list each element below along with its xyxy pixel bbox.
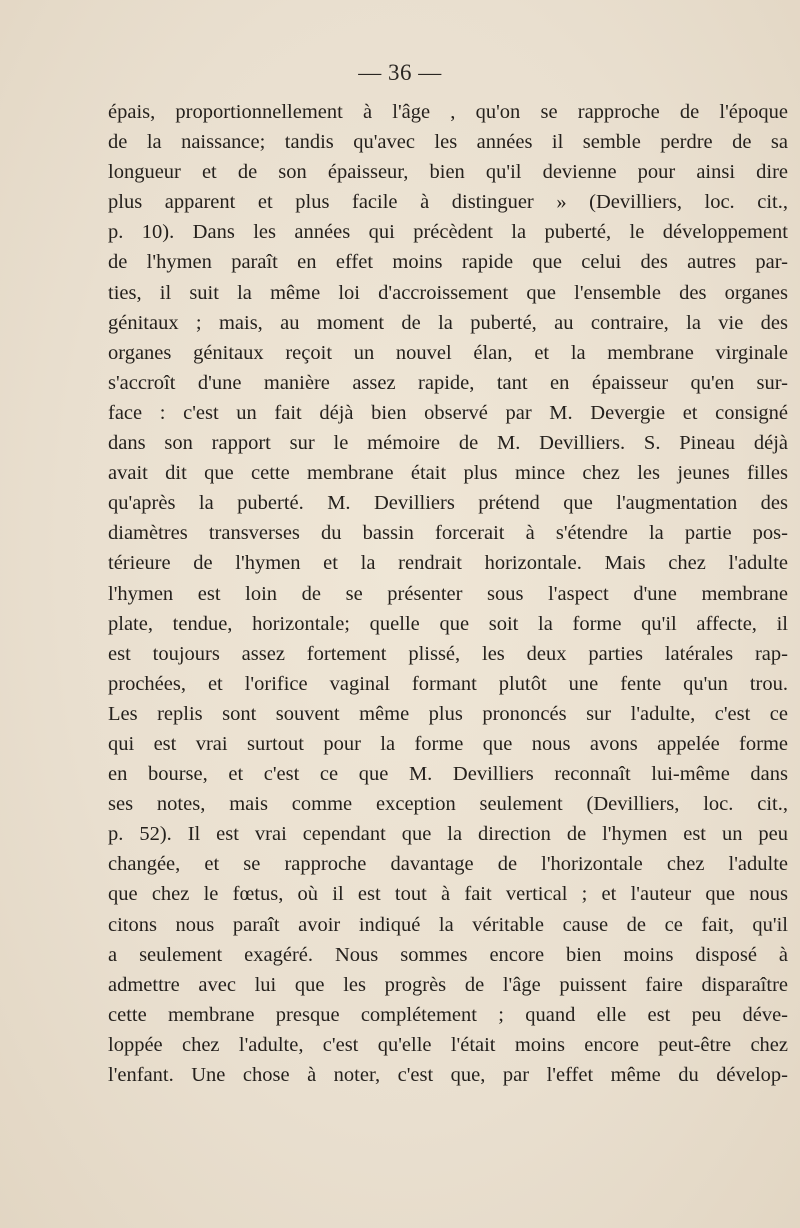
text-line: l'hymen est loin de se présenter sous l'aspect d'une membrane: [108, 582, 788, 605]
text-line: citons nous paraît avoir indiqué la véritable cause de ce fait, qu'il: [108, 913, 788, 936]
text-line: prochées, et l'orifice vaginal formant plutôt une fente qu'un trou.: [108, 672, 788, 695]
text-line: diamètres transverses du bassin forcerait à s'étendre la partie pos-: [108, 522, 788, 545]
text-line: p. 10). Dans les années qui précèdent la puberté, le développement: [108, 221, 788, 244]
text-line: que chez le fœtus, où il est tout à fait vertical ; et l'auteur que nous: [108, 883, 788, 906]
text-line: changée, et se rapproche davantage de l'horizontale chez l'adulte: [108, 853, 788, 876]
text-line: admettre avec lui que les progrès de l'âge puissent faire disparaître: [108, 973, 788, 996]
text-line: de l'hymen paraît en effet moins rapide que celui des autres par-: [108, 251, 788, 274]
page-number: — 36 —: [358, 60, 442, 85]
text-line: de la naissance; tandis qu'avec les années il semble perdre de sa: [108, 131, 788, 154]
text-line: s'accroît d'une manière assez rapide, tant en épaisseur qu'en sur-: [108, 371, 788, 394]
text-line: Les replis sont souvent même plus prononcés sur l'adulte, c'est ce: [108, 702, 788, 725]
text-line: qui est vrai surtout pour la forme que nous avons appelée forme: [108, 732, 788, 755]
text-line: longueur et de son épaisseur, bien qu'il devienne pour ainsi dire: [108, 161, 788, 184]
body-text: [108, 97, 788, 1090]
text-line: cette membrane presque complétement ; quand elle est peu déve-: [108, 1003, 788, 1026]
text-line: dans son rapport sur le mémoire de M. Devilliers. S. Pineau déjà: [108, 432, 788, 455]
text-line: génitaux ; mais, au moment de la puberté, au contraire, la vie des: [108, 311, 788, 334]
text-line: qu'après la puberté. M. Devilliers prétend que l'augmentation des: [108, 492, 788, 515]
text-line: plus apparent et plus facile à distinguer » (Devilliers, loc. cit.,: [108, 191, 788, 214]
text-line: p. 52). Il est vrai cependant que la direction de l'hymen est un peu: [108, 823, 788, 846]
text-line: ties, il suit la même loi d'accroissement que l'ensemble des organes: [108, 281, 788, 304]
text-line: avait dit que cette membrane était plus mince chez les jeunes filles: [108, 462, 788, 485]
text-line: loppée chez l'adulte, c'est qu'elle l'était moins encore peut-être chez: [108, 1033, 788, 1056]
text-line: est toujours assez fortement plissé, les deux parties latérales rap-: [108, 642, 788, 665]
text-line: face : c'est un fait déjà bien observé par M. Devergie et consigné: [108, 401, 788, 424]
text-line: l'enfant. Une chose à noter, c'est que, par l'effet même du dévelop-: [108, 1064, 788, 1086]
text-line: ses notes, mais comme exception seulement (Devilliers, loc. cit.,: [108, 793, 788, 816]
text-line: épais, proportionnellement à l'âge , qu'on se rapproche de l'époque: [108, 101, 788, 123]
text-line: en bourse, et c'est ce que M. Devilliers reconnaît lui-même dans: [108, 763, 788, 786]
text-line: organes génitaux reçoit un nouvel élan, et la membrane virginale: [108, 341, 788, 364]
text-line: térieure de l'hymen et la rendrait horizontale. Mais chez l'adulte: [108, 552, 788, 575]
text-line: plate, tendue, horizontale; quelle que soit la forme qu'il affecte, il: [108, 612, 788, 635]
text-line: a seulement exagéré. Nous sommes encore bien moins disposé à: [108, 943, 788, 966]
